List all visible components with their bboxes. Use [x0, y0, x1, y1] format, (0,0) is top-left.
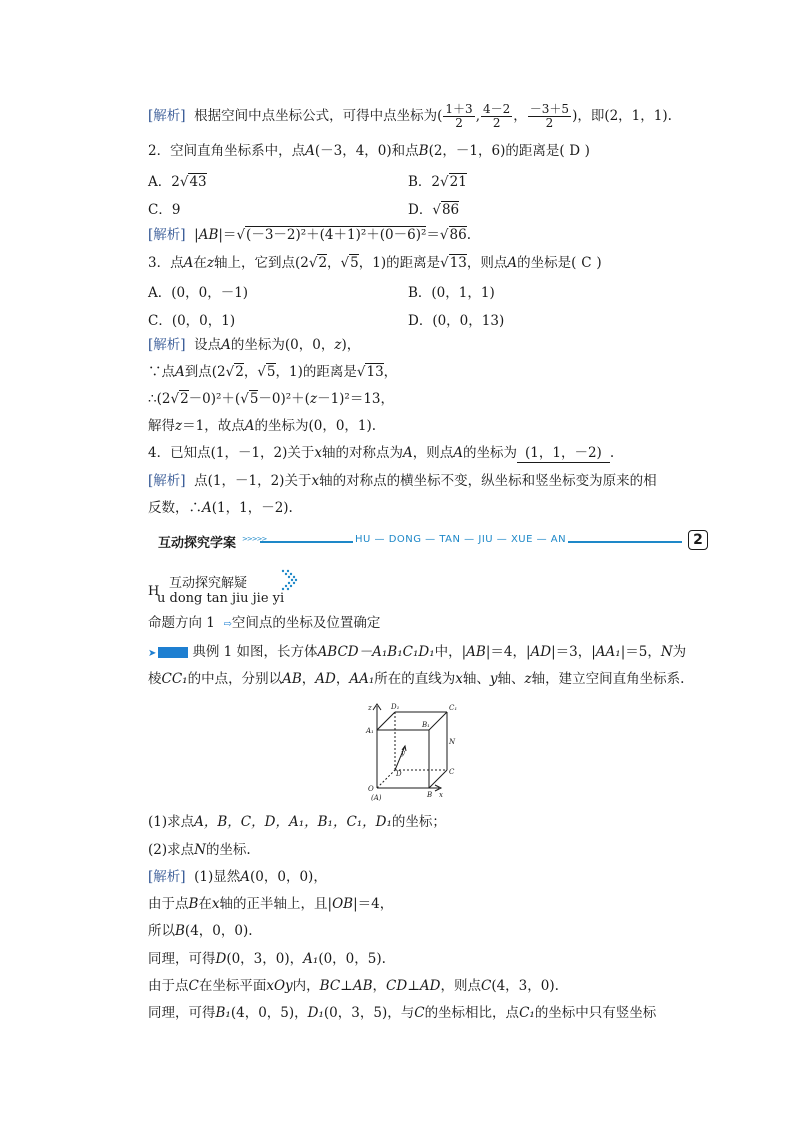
option-d: D．(0，0，13) [408, 313, 505, 329]
option-c: C．9 [148, 202, 181, 218]
section-pinyin: u dong tan jiu jie yi [157, 591, 285, 606]
option-a: A．2√43 [148, 174, 207, 190]
label-B: B [427, 791, 433, 799]
example-solution-line-2: 由于点B在x轴的正半轴上，且|OB|＝4， [148, 896, 394, 912]
label-D1: D₁ [391, 703, 400, 711]
label-x: x [439, 791, 443, 799]
label-C: C [449, 768, 455, 776]
example-badge [158, 647, 188, 658]
label-y: y [401, 749, 405, 757]
answer-choice: D [569, 143, 581, 159]
double-arrow-icon: ➤ [148, 648, 157, 659]
banner-arrows-icon: >>>>> [242, 535, 267, 543]
example-solution-line-4: 同理，可得D(0，3，0)，A₁(0，0，5). [148, 951, 386, 967]
section-initial: H [148, 584, 160, 599]
question-4: 4．已知点(1，－1，2)关于x轴的对称点为A，则点A的坐标为 (1，1，－2) . [148, 445, 615, 461]
solution-4-line-2: 反数，∴A(1，1，－2). [148, 500, 293, 516]
fill-in-answer: (1，1，－2) [517, 444, 610, 463]
example-1-line-2: 棱CC₁的中点，分别以AB，AD，AA₁所在的直线为x轴、y轴、z轴，建立空间直角坐标系. [148, 671, 685, 687]
solution-1-line: [解析] 根据空间中点坐标公式，可得中点坐标为( $\frac{1+3}{2}$ , $\frac{4-2}{2}$ ， $\frac{-3+5}{2}$ )，即(2，1，1). [148, 102, 672, 130]
label-B1: B₁ [422, 721, 430, 729]
example-solution-line-1: [解析] (1)显然A(0，0，0)， [148, 869, 327, 885]
solution-3-line-1: [解析] 设点A的坐标为(0，0，z)， [148, 337, 361, 353]
solution-4-line-1: [解析] 点(1，－1，2)关于x轴的对称点的横坐标不变，纵坐标和竖坐标变为原来的相 [148, 473, 657, 489]
example-solution-line-3: 所以B(4，0，0). [148, 923, 253, 939]
question-3: 3．点A在z轴上，它到点(2√2，√5，1)的距离是√13，则点A的坐标是( C ) [148, 255, 602, 271]
example-solution-line-6: 同理，可得B₁(4，0，5)，D₁(0，3，5)，与C的坐标相比，点C₁的坐标中只有竖坐标 [148, 1005, 657, 1021]
solution-3-line-2: ∵点A到点(2√2，√5，1)的距离是√13， [148, 364, 398, 380]
diamond-arrow-icon: ⇨ [223, 619, 232, 630]
label-A1: A₁ [366, 727, 374, 735]
label-z: z [368, 704, 372, 712]
topic-line: 命题方向 1 ⇨空间点的坐标及位置确定 [148, 615, 381, 631]
section-title: 互动探究解疑 [169, 576, 248, 591]
label-A: (A) [371, 794, 382, 802]
cuboid-figure [365, 700, 465, 804]
example-solution-line-5: 由于点C在坐标平面xOy内，BC⊥AB，CD⊥AD，则点C(4，3，0). [148, 978, 559, 994]
banner-number: 2 [688, 530, 708, 550]
label-N: N [449, 738, 456, 746]
option-d: D．√86 [408, 202, 460, 218]
option-b: B．2√21 [408, 174, 467, 190]
banner-title: 互动探究学案 [158, 536, 237, 551]
subquestion-2: (2)求点N的坐标. [148, 842, 251, 858]
question-2: 2．空间直角坐标系中，点A(－3，4，0)和点B(2，－1，6)的距离是( D ) [148, 143, 590, 159]
label-C1: C₁ [449, 704, 458, 712]
example-1-line-1: ➤ 典例 1 如图，长方体ABCD－A₁B₁C₁D₁中，|AB|＝4，|AD|＝3，|AA₁|＝5，N为 [148, 644, 687, 660]
label-O: O [368, 785, 374, 793]
chevron-right-icon [280, 568, 298, 594]
analysis-tag: [解析] [148, 227, 186, 243]
option-a: A．(0，0，－1) [148, 285, 249, 301]
banner-pinyin: HU — DONG — TAN — JIU — XUE — AN [355, 534, 567, 545]
analysis-tag: [解析] [148, 869, 186, 885]
answer-choice: C [581, 255, 592, 271]
section-banner [148, 529, 708, 553]
solution-2-line: [解析] |AB|＝√(－3－2)²＋(4＋1)²＋(0－6)²＝√86. [148, 227, 472, 243]
analysis-tag: [解析] [148, 337, 186, 353]
analysis-tag: [解析] [148, 108, 186, 124]
subquestion-1: (1)求点A，B，C，D，A₁，B₁，C₁，D₁的坐标； [148, 814, 446, 830]
option-c: C．(0，0，1) [148, 313, 236, 329]
solution-3-line-4: 解得z＝1，故点A的坐标为(0，0，1). [148, 418, 377, 434]
analysis-tag: [解析] [148, 473, 186, 489]
label-D: D [396, 770, 402, 778]
option-b: B．(0，1，1) [408, 285, 495, 301]
solution-3-line-3: ∴(2√2－0)²＋(√5－0)²＋(z－1)²＝13， [148, 391, 395, 407]
